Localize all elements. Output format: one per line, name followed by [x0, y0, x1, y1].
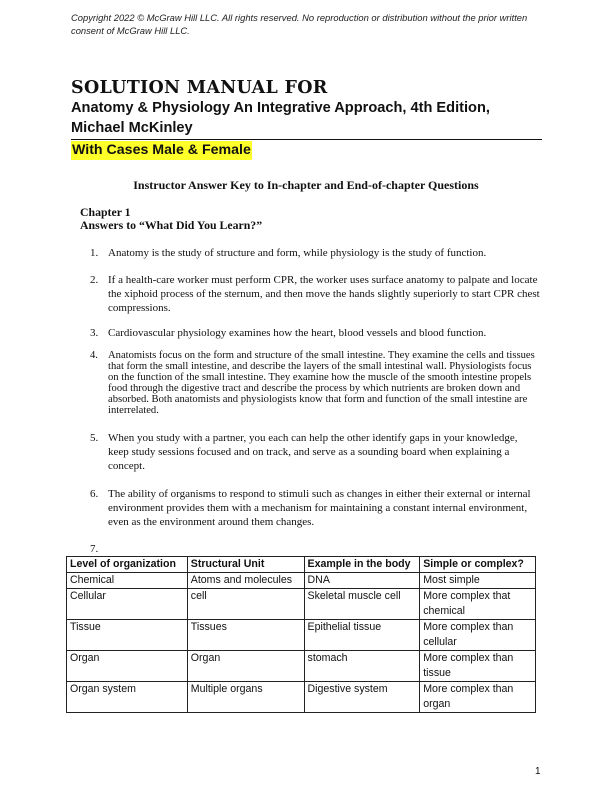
table-cell: stomach: [304, 651, 420, 682]
table-cell: Organ: [187, 651, 304, 682]
table-row: [67, 589, 536, 620]
table-cell: cell: [187, 589, 304, 620]
table-cell: Skeletal muscle cell: [304, 589, 420, 620]
answers-intro-heading: Answers to “What Did You Learn?”: [80, 218, 263, 232]
answer-text: If a health-care worker must perform CPR, the worker uses surface anatomy to palpate and locate the xiphoid process of the sternum, and then move the hands slightly superiorly to start CPR chest compressions.: [108, 274, 540, 314]
table-cell: Multiple organs: [187, 682, 304, 713]
answer-item: [90, 273, 540, 315]
table-cell: Organ: [67, 651, 188, 682]
title-divider: [71, 139, 542, 140]
column-header: Structural Unit: [187, 557, 304, 573]
answer-text: Cardiovascular physiology examines how the heart, blood vessels and blood function.: [108, 327, 487, 339]
page-number: 1: [535, 766, 541, 777]
answer-item: [90, 487, 540, 529]
table-row: [67, 620, 536, 651]
table-cell: Organ system: [67, 682, 188, 713]
answer-number: 1.: [90, 247, 99, 259]
table-row: [67, 573, 536, 589]
answer-number: 4.: [90, 350, 98, 361]
table-cell: More complex than cellular: [420, 620, 536, 651]
table-cell: More complex than organ: [420, 682, 536, 713]
answer-text: When you study with a partner, you each can help the other identify gaps in your knowledge, keep study sessions focused and on track, and serve as a sounding board when explaining a concept.: [108, 432, 518, 472]
answer-text: Anatomists focus on the form and structure of the small intestine. They examine the cells and tissues that form the small intestine, and describe the layers of the small intestinal wall. Physiologists focus on the function of the small intestine. They examine how the muscle of the smooth intestine propels food through the digestive tract and describe the process by which nutrients are broken down and absorbed. Both anatomists and physiologists know that form and function of the small intestine are interrelated.: [108, 350, 535, 416]
answer-number: 3.: [90, 327, 99, 339]
answer-number: 5.: [90, 432, 99, 444]
answer-text: Anatomy is the study of structure and form, while physiology is the study of function.: [108, 247, 487, 259]
table-cell: Most simple: [420, 573, 536, 589]
table-cell: Tissue: [67, 620, 188, 651]
book-title: Anatomy & Physiology An Integrative Approach, 4th Edition, Michael McKinley: [71, 100, 490, 136]
copyright-notice: Copyright 2022 © McGraw Hill LLC. All rights reserved. No reproduction or distribution without the prior written consent of McGraw Hill LLC.: [71, 12, 528, 36]
answer-text: The ability of organisms to respond to stimuli such as changes in either their external or internal environment provides them with a mechanism for maintaining a constant internal environment, even as the environment around them changes.: [108, 488, 531, 528]
chapter-heading: Chapter 1: [80, 205, 131, 219]
cases-highlight: With Cases Male & Female: [72, 142, 251, 158]
answer-number: 6.: [90, 488, 99, 500]
levels-of-organization-table: [66, 556, 536, 713]
answer-item: [90, 246, 540, 260]
table-cell: More complex that chemical: [420, 589, 536, 620]
column-header: Example in the body: [304, 557, 420, 573]
table-cell: Digestive system: [304, 682, 420, 713]
answer-number: 7.: [90, 543, 99, 555]
column-header: Level of organization: [67, 557, 188, 573]
answer-key-heading: Instructor Answer Key to In-chapter and End-of-chapter Questions: [133, 178, 479, 192]
table-row: [67, 682, 536, 713]
table-cell: Atoms and molecules: [187, 573, 304, 589]
table-cell: Tissues: [187, 620, 304, 651]
table-row: [67, 651, 536, 682]
table-cell: Epithelial tissue: [304, 620, 420, 651]
column-header: Simple or complex?: [420, 557, 536, 573]
answer-item: [90, 350, 540, 416]
table-cell: DNA: [304, 573, 420, 589]
solution-manual-title: SOLUTION MANUAL FOR: [71, 78, 328, 98]
answer-item: [90, 431, 540, 473]
table-header-row: [67, 557, 536, 573]
table-cell: More complex than tissue: [420, 651, 536, 682]
answer-item: [90, 326, 540, 340]
answer-number: 2.: [90, 274, 99, 286]
table-cell: Chemical: [67, 573, 188, 589]
table-cell: Cellular: [67, 589, 188, 620]
